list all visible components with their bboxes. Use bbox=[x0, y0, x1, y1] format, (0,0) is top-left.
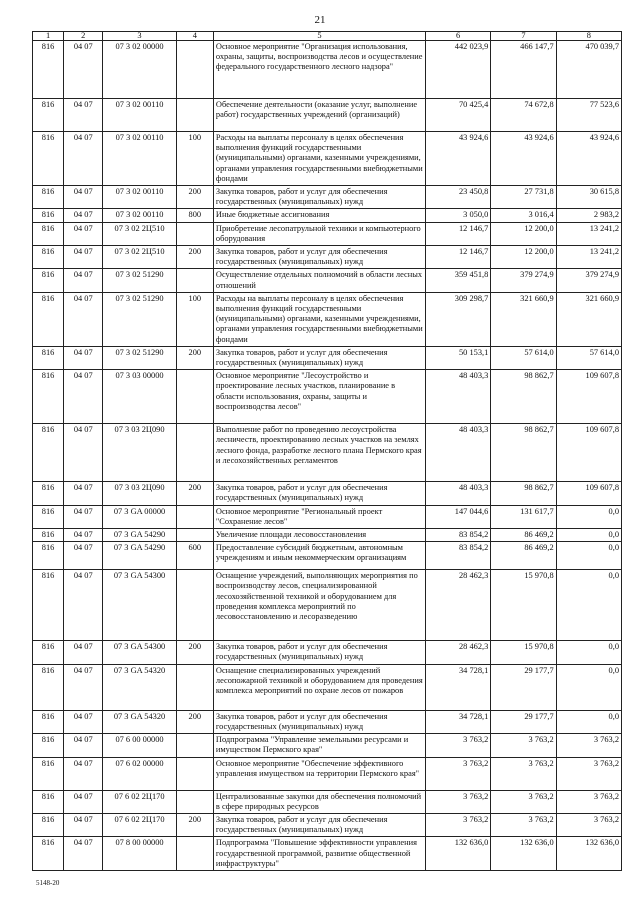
cell-section-code: 04 07 bbox=[64, 570, 103, 641]
cell-amount-year-1: 359 451,8 bbox=[425, 269, 490, 292]
cell-expense-type bbox=[176, 41, 213, 99]
cell-amount-year-3: 109 607,8 bbox=[556, 370, 621, 424]
cell-amount-year-2: 131 617,7 bbox=[491, 505, 556, 528]
table-row bbox=[33, 346, 622, 369]
cell-amount-year-1: 43 924,6 bbox=[425, 132, 490, 186]
cell-expense-type bbox=[176, 790, 213, 813]
cell-section-code: 04 07 bbox=[64, 710, 103, 733]
cell-target-article: 07 6 02 2Ц170 bbox=[103, 790, 176, 813]
cell-amount-year-3: 0,0 bbox=[556, 664, 621, 710]
cell-amount-year-2: 379 274,9 bbox=[491, 269, 556, 292]
cell-section-code: 04 07 bbox=[64, 542, 103, 570]
cell-section-code: 04 07 bbox=[64, 246, 103, 269]
budget-table bbox=[32, 31, 622, 871]
cell-admin-code: 816 bbox=[33, 542, 64, 570]
cell-amount-year-2: 57 614,0 bbox=[491, 346, 556, 369]
cell-expense-type: 200 bbox=[176, 346, 213, 369]
cell-amount-year-3: 57 614,0 bbox=[556, 346, 621, 369]
cell-amount-year-3: 109 607,8 bbox=[556, 482, 621, 505]
cell-amount-year-2: 3 763,2 bbox=[491, 790, 556, 813]
cell-expense-type: 100 bbox=[176, 292, 213, 346]
cell-admin-code: 816 bbox=[33, 482, 64, 505]
cell-target-article: 07 3 GA 54290 bbox=[103, 529, 176, 542]
cell-section-code: 04 07 bbox=[64, 346, 103, 369]
cell-expense-type: 200 bbox=[176, 186, 213, 209]
cell-target-article: 07 3 02 00110 bbox=[103, 209, 176, 222]
cell-expense-type: 800 bbox=[176, 209, 213, 222]
cell-section-code: 04 07 bbox=[64, 370, 103, 424]
cell-admin-code: 816 bbox=[33, 269, 64, 292]
column-header-4: 4 bbox=[176, 32, 213, 41]
column-header-6: 6 bbox=[425, 32, 490, 41]
cell-amount-year-2: 3 763,2 bbox=[491, 734, 556, 757]
cell-description: Основное мероприятие "Организация использования, охраны, защиты, воспроизводства лесов и осуществление федерального государственного лесного надзора" bbox=[213, 41, 425, 99]
cell-section-code: 04 07 bbox=[64, 292, 103, 346]
cell-expense-type: 200 bbox=[176, 710, 213, 733]
table-row bbox=[33, 505, 622, 528]
cell-section-code: 04 07 bbox=[64, 424, 103, 482]
cell-amount-year-1: 3 763,2 bbox=[425, 734, 490, 757]
cell-amount-year-2: 321 660,9 bbox=[491, 292, 556, 346]
cell-amount-year-2: 15 970,8 bbox=[491, 641, 556, 664]
cell-amount-year-3: 77 523,6 bbox=[556, 99, 621, 132]
cell-amount-year-1: 442 023,9 bbox=[425, 41, 490, 99]
cell-admin-code: 816 bbox=[33, 132, 64, 186]
cell-target-article: 07 3 GA 54300 bbox=[103, 641, 176, 664]
cell-admin-code: 816 bbox=[33, 370, 64, 424]
cell-admin-code: 816 bbox=[33, 41, 64, 99]
table-row bbox=[33, 186, 622, 209]
cell-description: Расходы на выплаты персоналу в целях обеспечения выполнения функций государственными (муниципальными) органами, казенными учреждениями, органами управления государственными внебюджетными фондами bbox=[213, 132, 425, 186]
cell-amount-year-1: 50 153,1 bbox=[425, 346, 490, 369]
table-row bbox=[33, 570, 622, 641]
cell-amount-year-2: 74 672,8 bbox=[491, 99, 556, 132]
cell-description: Выполнение работ по проведению лесоустройства лесничеств, проектированию лесных участков на землях лесного фонда, разработке лесного плана Пермского края и лесохозяйственных регламентов bbox=[213, 424, 425, 482]
cell-target-article: 07 3 02 2Ц510 bbox=[103, 246, 176, 269]
cell-amount-year-1: 132 636,0 bbox=[425, 837, 490, 871]
table-row bbox=[33, 41, 622, 99]
cell-amount-year-1: 12 146,7 bbox=[425, 246, 490, 269]
cell-amount-year-3: 470 039,7 bbox=[556, 41, 621, 99]
cell-section-code: 04 07 bbox=[64, 837, 103, 871]
cell-admin-code: 816 bbox=[33, 99, 64, 132]
cell-expense-type bbox=[176, 837, 213, 871]
cell-amount-year-1: 48 403,3 bbox=[425, 424, 490, 482]
table-row bbox=[33, 664, 622, 710]
table-row bbox=[33, 790, 622, 813]
cell-amount-year-3: 132 636,0 bbox=[556, 837, 621, 871]
column-header-7: 7 bbox=[491, 32, 556, 41]
cell-description: Закупка товаров, работ и услуг для обеспечения государственных (муниципальных) нужд bbox=[213, 641, 425, 664]
cell-amount-year-3: 379 274,9 bbox=[556, 269, 621, 292]
cell-amount-year-3: 30 615,8 bbox=[556, 186, 621, 209]
table-row bbox=[33, 246, 622, 269]
cell-admin-code: 816 bbox=[33, 246, 64, 269]
cell-amount-year-2: 27 731,8 bbox=[491, 186, 556, 209]
table-header-row bbox=[33, 32, 622, 41]
cell-expense-type bbox=[176, 734, 213, 757]
cell-amount-year-1: 28 462,3 bbox=[425, 641, 490, 664]
cell-amount-year-1: 3 763,2 bbox=[425, 757, 490, 790]
cell-section-code: 04 07 bbox=[64, 222, 103, 245]
cell-amount-year-3: 13 241,2 bbox=[556, 222, 621, 245]
cell-amount-year-1: 28 462,3 bbox=[425, 570, 490, 641]
cell-admin-code: 816 bbox=[33, 505, 64, 528]
cell-description: Закупка товаров, работ и услуг для обеспечения государственных (муниципальных) нужд bbox=[213, 710, 425, 733]
column-header-1: 1 bbox=[33, 32, 64, 41]
cell-target-article: 07 3 02 51290 bbox=[103, 346, 176, 369]
cell-description: Подпрограмма "Управление земельными ресурсами и имуществом Пермского края" bbox=[213, 734, 425, 757]
cell-amount-year-3: 0,0 bbox=[556, 641, 621, 664]
table-row bbox=[33, 641, 622, 664]
cell-section-code: 04 07 bbox=[64, 41, 103, 99]
cell-amount-year-2: 98 862,7 bbox=[491, 482, 556, 505]
cell-target-article: 07 3 GA 54300 bbox=[103, 570, 176, 641]
cell-section-code: 04 07 bbox=[64, 209, 103, 222]
cell-section-code: 04 07 bbox=[64, 734, 103, 757]
cell-expense-type: 200 bbox=[176, 813, 213, 836]
cell-target-article: 07 3 02 2Ц510 bbox=[103, 222, 176, 245]
cell-amount-year-1: 147 044,6 bbox=[425, 505, 490, 528]
cell-target-article: 07 6 00 00000 bbox=[103, 734, 176, 757]
cell-description: Закупка товаров, работ и услуг для обеспечения государственных (муниципальных) нужд bbox=[213, 186, 425, 209]
cell-expense-type bbox=[176, 529, 213, 542]
cell-target-article: 07 6 02 2Ц170 bbox=[103, 813, 176, 836]
cell-description: Предоставление субсидий бюджетным, автономным учреждениям и иным некоммерческим организациям bbox=[213, 542, 425, 570]
cell-amount-year-1: 23 450,8 bbox=[425, 186, 490, 209]
cell-admin-code: 816 bbox=[33, 757, 64, 790]
cell-admin-code: 816 bbox=[33, 292, 64, 346]
table-row bbox=[33, 482, 622, 505]
cell-amount-year-1: 70 425,4 bbox=[425, 99, 490, 132]
cell-amount-year-1: 3 763,2 bbox=[425, 813, 490, 836]
cell-amount-year-1: 48 403,3 bbox=[425, 370, 490, 424]
cell-target-article: 07 6 02 00000 bbox=[103, 757, 176, 790]
cell-amount-year-1: 83 854,2 bbox=[425, 529, 490, 542]
cell-admin-code: 816 bbox=[33, 209, 64, 222]
cell-target-article: 07 3 02 00110 bbox=[103, 186, 176, 209]
cell-amount-year-1: 83 854,2 bbox=[425, 542, 490, 570]
table-row bbox=[33, 734, 622, 757]
cell-amount-year-2: 3 016,4 bbox=[491, 209, 556, 222]
cell-target-article: 07 3 GA 00000 bbox=[103, 505, 176, 528]
cell-amount-year-1: 34 728,1 bbox=[425, 710, 490, 733]
cell-expense-type bbox=[176, 370, 213, 424]
cell-amount-year-3: 0,0 bbox=[556, 570, 621, 641]
cell-amount-year-2: 132 636,0 bbox=[491, 837, 556, 871]
cell-section-code: 04 07 bbox=[64, 505, 103, 528]
cell-amount-year-3: 0,0 bbox=[556, 505, 621, 528]
cell-amount-year-2: 98 862,7 bbox=[491, 370, 556, 424]
cell-amount-year-1: 48 403,3 bbox=[425, 482, 490, 505]
table-row bbox=[33, 542, 622, 570]
cell-section-code: 04 07 bbox=[64, 813, 103, 836]
table-row bbox=[33, 222, 622, 245]
cell-section-code: 04 07 bbox=[64, 641, 103, 664]
cell-description: Оснащение специализированных учреждений лесопожарной техникой и оборудованием для проведения комплекса мероприятий по охране лесов от пожаров bbox=[213, 664, 425, 710]
cell-description: Подпрограмма "Повышение эффективности управления государственной программой, развитие общественной инфраструктуры" bbox=[213, 837, 425, 871]
cell-description: Основное мероприятие "Лесоустройство и проектирование лесных участков, планирование в области использования, охраны, защиты и воспроизводства лесов" bbox=[213, 370, 425, 424]
cell-section-code: 04 07 bbox=[64, 186, 103, 209]
cell-amount-year-1: 34 728,1 bbox=[425, 664, 490, 710]
cell-target-article: 07 8 00 00000 bbox=[103, 837, 176, 871]
footer-document-code: 5148-20 bbox=[36, 879, 60, 887]
cell-amount-year-2: 98 862,7 bbox=[491, 424, 556, 482]
cell-amount-year-3: 109 607,8 bbox=[556, 424, 621, 482]
cell-section-code: 04 07 bbox=[64, 99, 103, 132]
table-row bbox=[33, 370, 622, 424]
cell-description: Иные бюджетные ассигнования bbox=[213, 209, 425, 222]
cell-target-article: 07 3 02 51290 bbox=[103, 269, 176, 292]
cell-amount-year-1: 309 298,7 bbox=[425, 292, 490, 346]
table-row bbox=[33, 424, 622, 482]
cell-target-article: 07 3 02 00000 bbox=[103, 41, 176, 99]
cell-amount-year-2: 3 763,2 bbox=[491, 757, 556, 790]
column-header-5: 5 bbox=[213, 32, 425, 41]
table-row bbox=[33, 529, 622, 542]
cell-amount-year-2: 12 200,0 bbox=[491, 222, 556, 245]
table-row bbox=[33, 837, 622, 871]
cell-section-code: 04 07 bbox=[64, 482, 103, 505]
cell-amount-year-2: 86 469,2 bbox=[491, 529, 556, 542]
cell-admin-code: 816 bbox=[33, 813, 64, 836]
cell-admin-code: 816 bbox=[33, 710, 64, 733]
cell-target-article: 07 3 GA 54320 bbox=[103, 710, 176, 733]
cell-admin-code: 816 bbox=[33, 641, 64, 664]
cell-amount-year-3: 3 763,2 bbox=[556, 757, 621, 790]
cell-admin-code: 816 bbox=[33, 424, 64, 482]
column-header-8: 8 bbox=[556, 32, 621, 41]
cell-expense-type bbox=[176, 269, 213, 292]
cell-admin-code: 816 bbox=[33, 222, 64, 245]
cell-amount-year-3: 3 763,2 bbox=[556, 734, 621, 757]
table-body bbox=[33, 41, 622, 871]
cell-expense-type: 100 bbox=[176, 132, 213, 186]
cell-admin-code: 816 bbox=[33, 186, 64, 209]
table-row bbox=[33, 132, 622, 186]
cell-amount-year-1: 3 050,0 bbox=[425, 209, 490, 222]
cell-expense-type: 600 bbox=[176, 542, 213, 570]
cell-admin-code: 816 bbox=[33, 790, 64, 813]
cell-expense-type bbox=[176, 424, 213, 482]
cell-amount-year-3: 0,0 bbox=[556, 542, 621, 570]
cell-section-code: 04 07 bbox=[64, 529, 103, 542]
cell-section-code: 04 07 bbox=[64, 269, 103, 292]
cell-description: Приобретение лесопатрульной техники и компьютерного оборудования bbox=[213, 222, 425, 245]
cell-amount-year-2: 43 924,6 bbox=[491, 132, 556, 186]
cell-target-article: 07 3 03 2Ц090 bbox=[103, 424, 176, 482]
table-row bbox=[33, 269, 622, 292]
cell-description: Основное мероприятие "Региональный проект "Сохранение лесов" bbox=[213, 505, 425, 528]
cell-description: Осуществление отдельных полномочий в области лесных отношений bbox=[213, 269, 425, 292]
cell-amount-year-2: 12 200,0 bbox=[491, 246, 556, 269]
cell-amount-year-2: 466 147,7 bbox=[491, 41, 556, 99]
cell-description: Закупка товаров, работ и услуг для обеспечения государственных (муниципальных) нужд bbox=[213, 482, 425, 505]
cell-expense-type bbox=[176, 505, 213, 528]
cell-amount-year-3: 43 924,6 bbox=[556, 132, 621, 186]
cell-admin-code: 816 bbox=[33, 570, 64, 641]
table-row bbox=[33, 757, 622, 790]
cell-amount-year-2: 86 469,2 bbox=[491, 542, 556, 570]
cell-expense-type: 200 bbox=[176, 641, 213, 664]
cell-admin-code: 816 bbox=[33, 346, 64, 369]
cell-expense-type bbox=[176, 222, 213, 245]
cell-amount-year-3: 2 983,2 bbox=[556, 209, 621, 222]
cell-amount-year-1: 3 763,2 bbox=[425, 790, 490, 813]
column-header-2: 2 bbox=[64, 32, 103, 41]
cell-expense-type bbox=[176, 757, 213, 790]
cell-description: Закупка товаров, работ и услуг для обеспечения государственных (муниципальных) нужд bbox=[213, 246, 425, 269]
cell-description: Увеличение площади лесовосстановления bbox=[213, 529, 425, 542]
cell-amount-year-3: 321 660,9 bbox=[556, 292, 621, 346]
cell-admin-code: 816 bbox=[33, 734, 64, 757]
cell-target-article: 07 3 03 2Ц090 bbox=[103, 482, 176, 505]
cell-section-code: 04 07 bbox=[64, 790, 103, 813]
cell-amount-year-3: 0,0 bbox=[556, 529, 621, 542]
cell-description: Расходы на выплаты персоналу в целях обеспечения выполнения функций государственными (муниципальными) органами, казенными учреждениями, органами управления государственными внебюджетными фондами bbox=[213, 292, 425, 346]
cell-section-code: 04 07 bbox=[64, 757, 103, 790]
cell-expense-type bbox=[176, 664, 213, 710]
cell-amount-year-3: 0,0 bbox=[556, 710, 621, 733]
cell-amount-year-3: 3 763,2 bbox=[556, 813, 621, 836]
column-header-3: 3 bbox=[103, 32, 176, 41]
table-row bbox=[33, 209, 622, 222]
table-row bbox=[33, 710, 622, 733]
table-row bbox=[33, 99, 622, 132]
cell-expense-type bbox=[176, 99, 213, 132]
cell-expense-type: 200 bbox=[176, 482, 213, 505]
cell-description: Закупка товаров, работ и услуг для обеспечения государственных (муниципальных) нужд bbox=[213, 346, 425, 369]
cell-amount-year-3: 13 241,2 bbox=[556, 246, 621, 269]
cell-amount-year-2: 29 177,7 bbox=[491, 710, 556, 733]
cell-section-code: 04 07 bbox=[64, 664, 103, 710]
cell-target-article: 07 3 02 00110 bbox=[103, 132, 176, 186]
cell-admin-code: 816 bbox=[33, 529, 64, 542]
cell-description: Основное мероприятие "Обеспечение эффективного управления имуществом на территории Пермского края" bbox=[213, 757, 425, 790]
cell-expense-type bbox=[176, 570, 213, 641]
cell-amount-year-2: 29 177,7 bbox=[491, 664, 556, 710]
cell-description: Обеспечение деятельности (оказание услуг, выполнение работ) государственных учреждений (организаций) bbox=[213, 99, 425, 132]
cell-section-code: 04 07 bbox=[64, 132, 103, 186]
cell-amount-year-2: 15 970,8 bbox=[491, 570, 556, 641]
cell-target-article: 07 3 03 00000 bbox=[103, 370, 176, 424]
cell-target-article: 07 3 GA 54320 bbox=[103, 664, 176, 710]
cell-description: Закупка товаров, работ и услуг для обеспечения государственных (муниципальных) нужд bbox=[213, 813, 425, 836]
table-row bbox=[33, 292, 622, 346]
page-number: 21 bbox=[314, 14, 326, 26]
cell-amount-year-2: 3 763,2 bbox=[491, 813, 556, 836]
cell-admin-code: 816 bbox=[33, 837, 64, 871]
cell-description: Централизованные закупки для обеспечения полномочий в сфере природных ресурсов bbox=[213, 790, 425, 813]
cell-admin-code: 816 bbox=[33, 664, 64, 710]
table-row bbox=[33, 813, 622, 836]
cell-amount-year-1: 12 146,7 bbox=[425, 222, 490, 245]
cell-amount-year-3: 3 763,2 bbox=[556, 790, 621, 813]
cell-target-article: 07 3 02 00110 bbox=[103, 99, 176, 132]
cell-target-article: 07 3 GA 54290 bbox=[103, 542, 176, 570]
cell-description: Оснащение учреждений, выполняющих мероприятия по воспроизводству лесов, специализированной лесохозяйственной техникой и оборудованием для проведения комплекса мероприятий по лесовосстановлению и лесоразведению bbox=[213, 570, 425, 641]
cell-target-article: 07 3 02 51290 bbox=[103, 292, 176, 346]
cell-expense-type: 200 bbox=[176, 246, 213, 269]
